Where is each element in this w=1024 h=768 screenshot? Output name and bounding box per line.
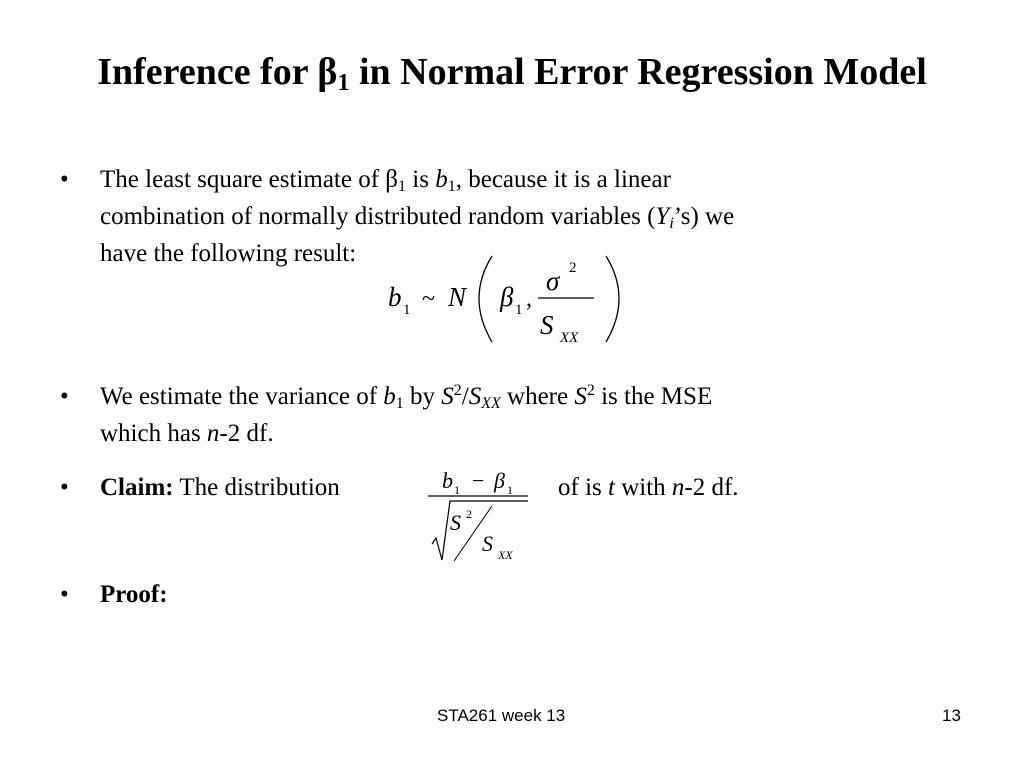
- svg-text:S: S: [482, 531, 493, 556]
- right-paren: [606, 256, 619, 342]
- svg-text:b: b: [388, 282, 402, 312]
- bullet-marker: •: [60, 474, 69, 501]
- svg-text:1: 1: [454, 483, 460, 497]
- svg-text:1: 1: [507, 483, 513, 497]
- bullet-2-line-1: We estimate the variance of $b_1$ by $S^2/S_{XX}$ where $S^2$ is the MSE: [100, 382, 713, 412]
- t-statistic-formula: [420, 458, 540, 568]
- bullet-2-line-2: which has n-2 df.: [100, 420, 274, 447]
- svg-text:~: ~: [422, 286, 435, 312]
- svg-text:σ: σ: [546, 266, 560, 296]
- svg-text:S: S: [450, 510, 461, 535]
- svg-text:b: b: [442, 468, 453, 493]
- slide-title: Inference for $\beta_1$ in Normal Error Regression Model: [97, 51, 927, 96]
- svg-text:N: N: [448, 282, 467, 312]
- bullet-2-text: [100, 378, 712, 452]
- svg-text:2: 2: [569, 260, 577, 276]
- svg-text:,: ,: [526, 286, 532, 312]
- svg-text:XX: XX: [498, 548, 513, 562]
- bullet-1-line-1: The least square estimate of $\beta_1$ is $b_1$, because it is a linear: [100, 166, 671, 195]
- bullet-3-continuation: of is t with n-2 df.: [558, 474, 739, 501]
- bullet-marker: •: [60, 166, 69, 193]
- bullet-4-proof: Proof:: [100, 581, 168, 608]
- svg-text:1: 1: [515, 302, 523, 318]
- sqrt-sign: [432, 501, 528, 560]
- svg-text:1: 1: [403, 302, 411, 318]
- svg-text:S: S: [540, 310, 554, 340]
- svg-text:β: β: [494, 468, 505, 493]
- sampling-distribution-formula: [380, 250, 630, 350]
- svg-text:β: β: [500, 282, 514, 312]
- footer-course: STA261 week 13: [437, 706, 566, 725]
- bullet-marker: •: [60, 383, 69, 410]
- svg-text:XX: XX: [560, 330, 579, 346]
- bullet-1-line-2: combination of normally distributed random variables $(Y_i’s)$ we: [100, 203, 735, 232]
- svg-text:2: 2: [466, 507, 472, 521]
- footer-page-number: 13: [942, 706, 961, 725]
- bullet-marker: •: [60, 581, 69, 608]
- left-paren: [479, 256, 492, 342]
- bullet-1-line-3: have the following result:: [100, 240, 357, 267]
- bullet-3-claim: Claim: The distribution: [100, 474, 340, 501]
- svg-text:−: −: [472, 468, 485, 493]
